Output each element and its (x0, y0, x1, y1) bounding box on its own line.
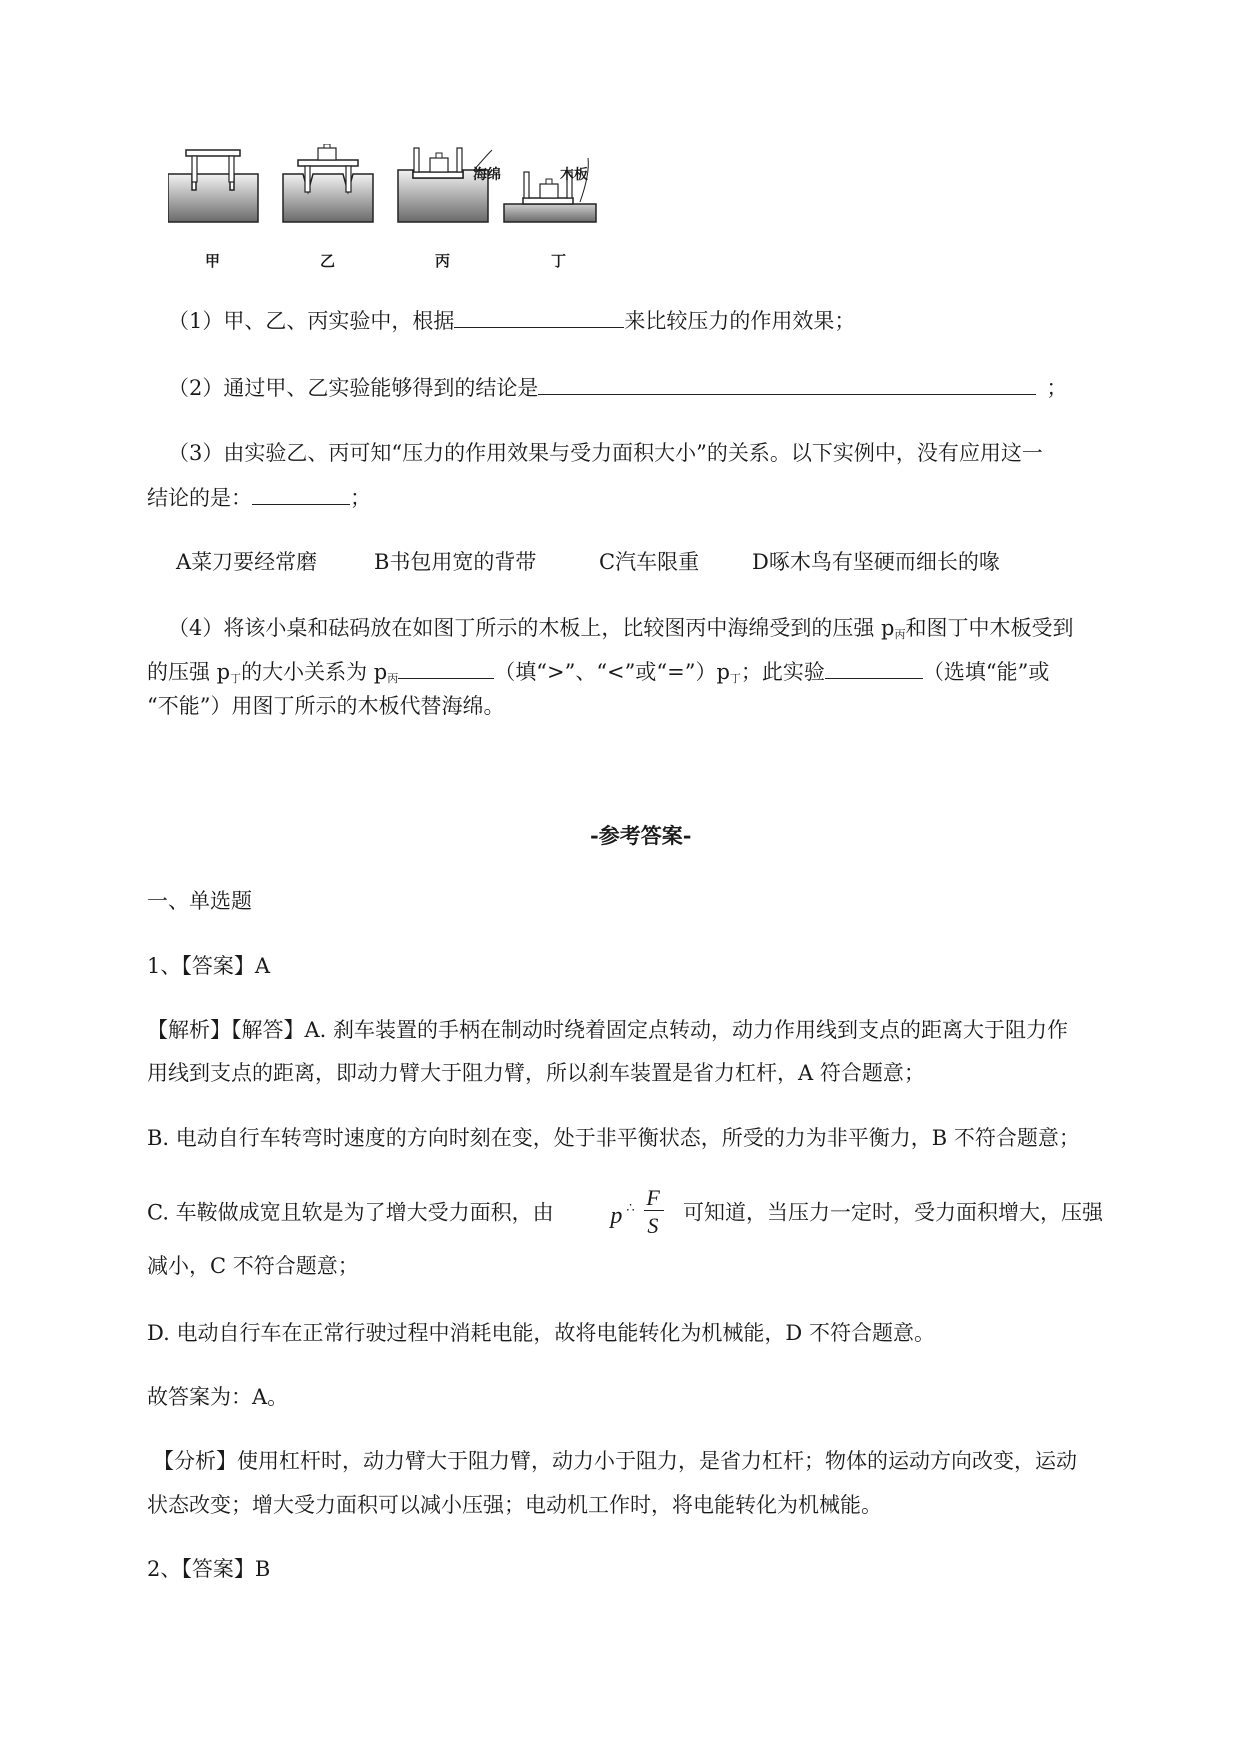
question-4-line-2: 的压强 $p_丁$的大小关系为 $p_丙$ （填“>”、“<”或“$=”)p_丁$；此实验 （选填“能”或 (147, 656, 1049, 695)
answer-1-analysis-line-1: 【分析】使用杠杆时，动力臂大于阻力臂，动力小于阻力，是省力杠杆；物体的运动方向改变，运动 (153, 1449, 1077, 1473)
answer-blank-1[interactable] (454, 305, 624, 328)
experiment-diagram (168, 144, 668, 274)
question-3-line-1: （3）由实验乙、丙可知“压力的作用效果与受力面积大小”的关系。以下实例中，没有应用这一 (168, 441, 1043, 465)
question-3-line-2: 结论的是： ； (147, 482, 371, 514)
label-ding: 丁 (551, 252, 567, 270)
question-4-line-1: （4）将该小桌和砝码放在如图丁所示的木板上，比较图丙中海绵受到的压强 $p_丙$和图丁中木板受到 (168, 616, 1074, 641)
formula-p: p (610, 1203, 623, 1229)
label-jia: 甲 (205, 252, 221, 270)
question-2: （2）通过甲、乙实验能够得到的结论是 ； (168, 372, 1067, 404)
answer-1-analysis-line-2: 状态改变；增大受力面积可以减小压强；电动机工作时，将电能转化为机械能。 (147, 1493, 882, 1517)
section-title: 一、单选题 (147, 889, 252, 913)
question-1: （1）甲、乙、丙实验中，根据 来比较压力的作用效果； (168, 305, 855, 337)
answer-1-option-c-line-2: 减小，C 不符合题意； (147, 1254, 359, 1278)
answer-1-option-b: B. 电动自行车转弯时速度的方向时刻在变，处于非平衡状态，所受的力为非平衡力，B 不符合题意； (147, 1126, 1080, 1150)
answers-heading: -参考答案- (590, 823, 692, 848)
formula-dots: ∴ (626, 1200, 635, 1215)
setup-bing (398, 148, 492, 222)
answer-1-option-d: D. 电动自行车在正常行驶过程中消耗电能，故将电能转化为机械能，D 不符合题意。 (147, 1321, 935, 1345)
experiment-figure (168, 144, 668, 274)
pressure-formula (610, 1185, 672, 1238)
answer-2-label: 2、【答案】B (147, 1557, 271, 1581)
answer-blank-2[interactable] (538, 372, 1036, 395)
answer-1-explanation-line-2: 用线到支点的距离，即动力臂大于阻力臂，所以刹车装置是省力杠杆，A 符合题意； (147, 1061, 925, 1085)
label-bing: 丙 (435, 252, 451, 270)
option-b: B书包用宽的背带 (374, 550, 537, 574)
setup-jia (168, 150, 258, 222)
annotation-board: 木板 (560, 167, 588, 183)
answer-1-label: 1、【答案】A (147, 954, 271, 978)
answer-blank-4b[interactable] (825, 656, 923, 679)
answer-1-explanation-line-1: 【解析】【解答】A. 刹车装置的手柄在制动时绕着固定点转动，动力作用线到支点的距离大于阻力作 (147, 1018, 1069, 1042)
formula-s: S (647, 1213, 659, 1238)
question-4-line-3: “不能”）用图丁所示的木板代替海绵。 (147, 694, 505, 718)
option-d: D啄木鸟有坚硬而细长的喙 (752, 550, 1000, 574)
option-c: C汽车限重 (599, 550, 700, 574)
answer-blank-3[interactable] (252, 482, 350, 505)
answer-1-option-c-line-1: C. 车鞍做成宽且软是为了增大受力面积，由 p ∴ F S 可知道，当压力一定时，受力面积增大，压强 (147, 1194, 1103, 1234)
annotation-sponge: 海绵 (473, 167, 501, 183)
option-a: A菜刀要经常磨 (176, 550, 318, 574)
answer-1-final: 故答案为：A。 (147, 1385, 289, 1409)
answer-blank-4a[interactable] (398, 656, 494, 679)
label-yi: 乙 (320, 252, 336, 270)
setup-yi (283, 144, 373, 222)
formula-f: F (646, 1185, 660, 1210)
